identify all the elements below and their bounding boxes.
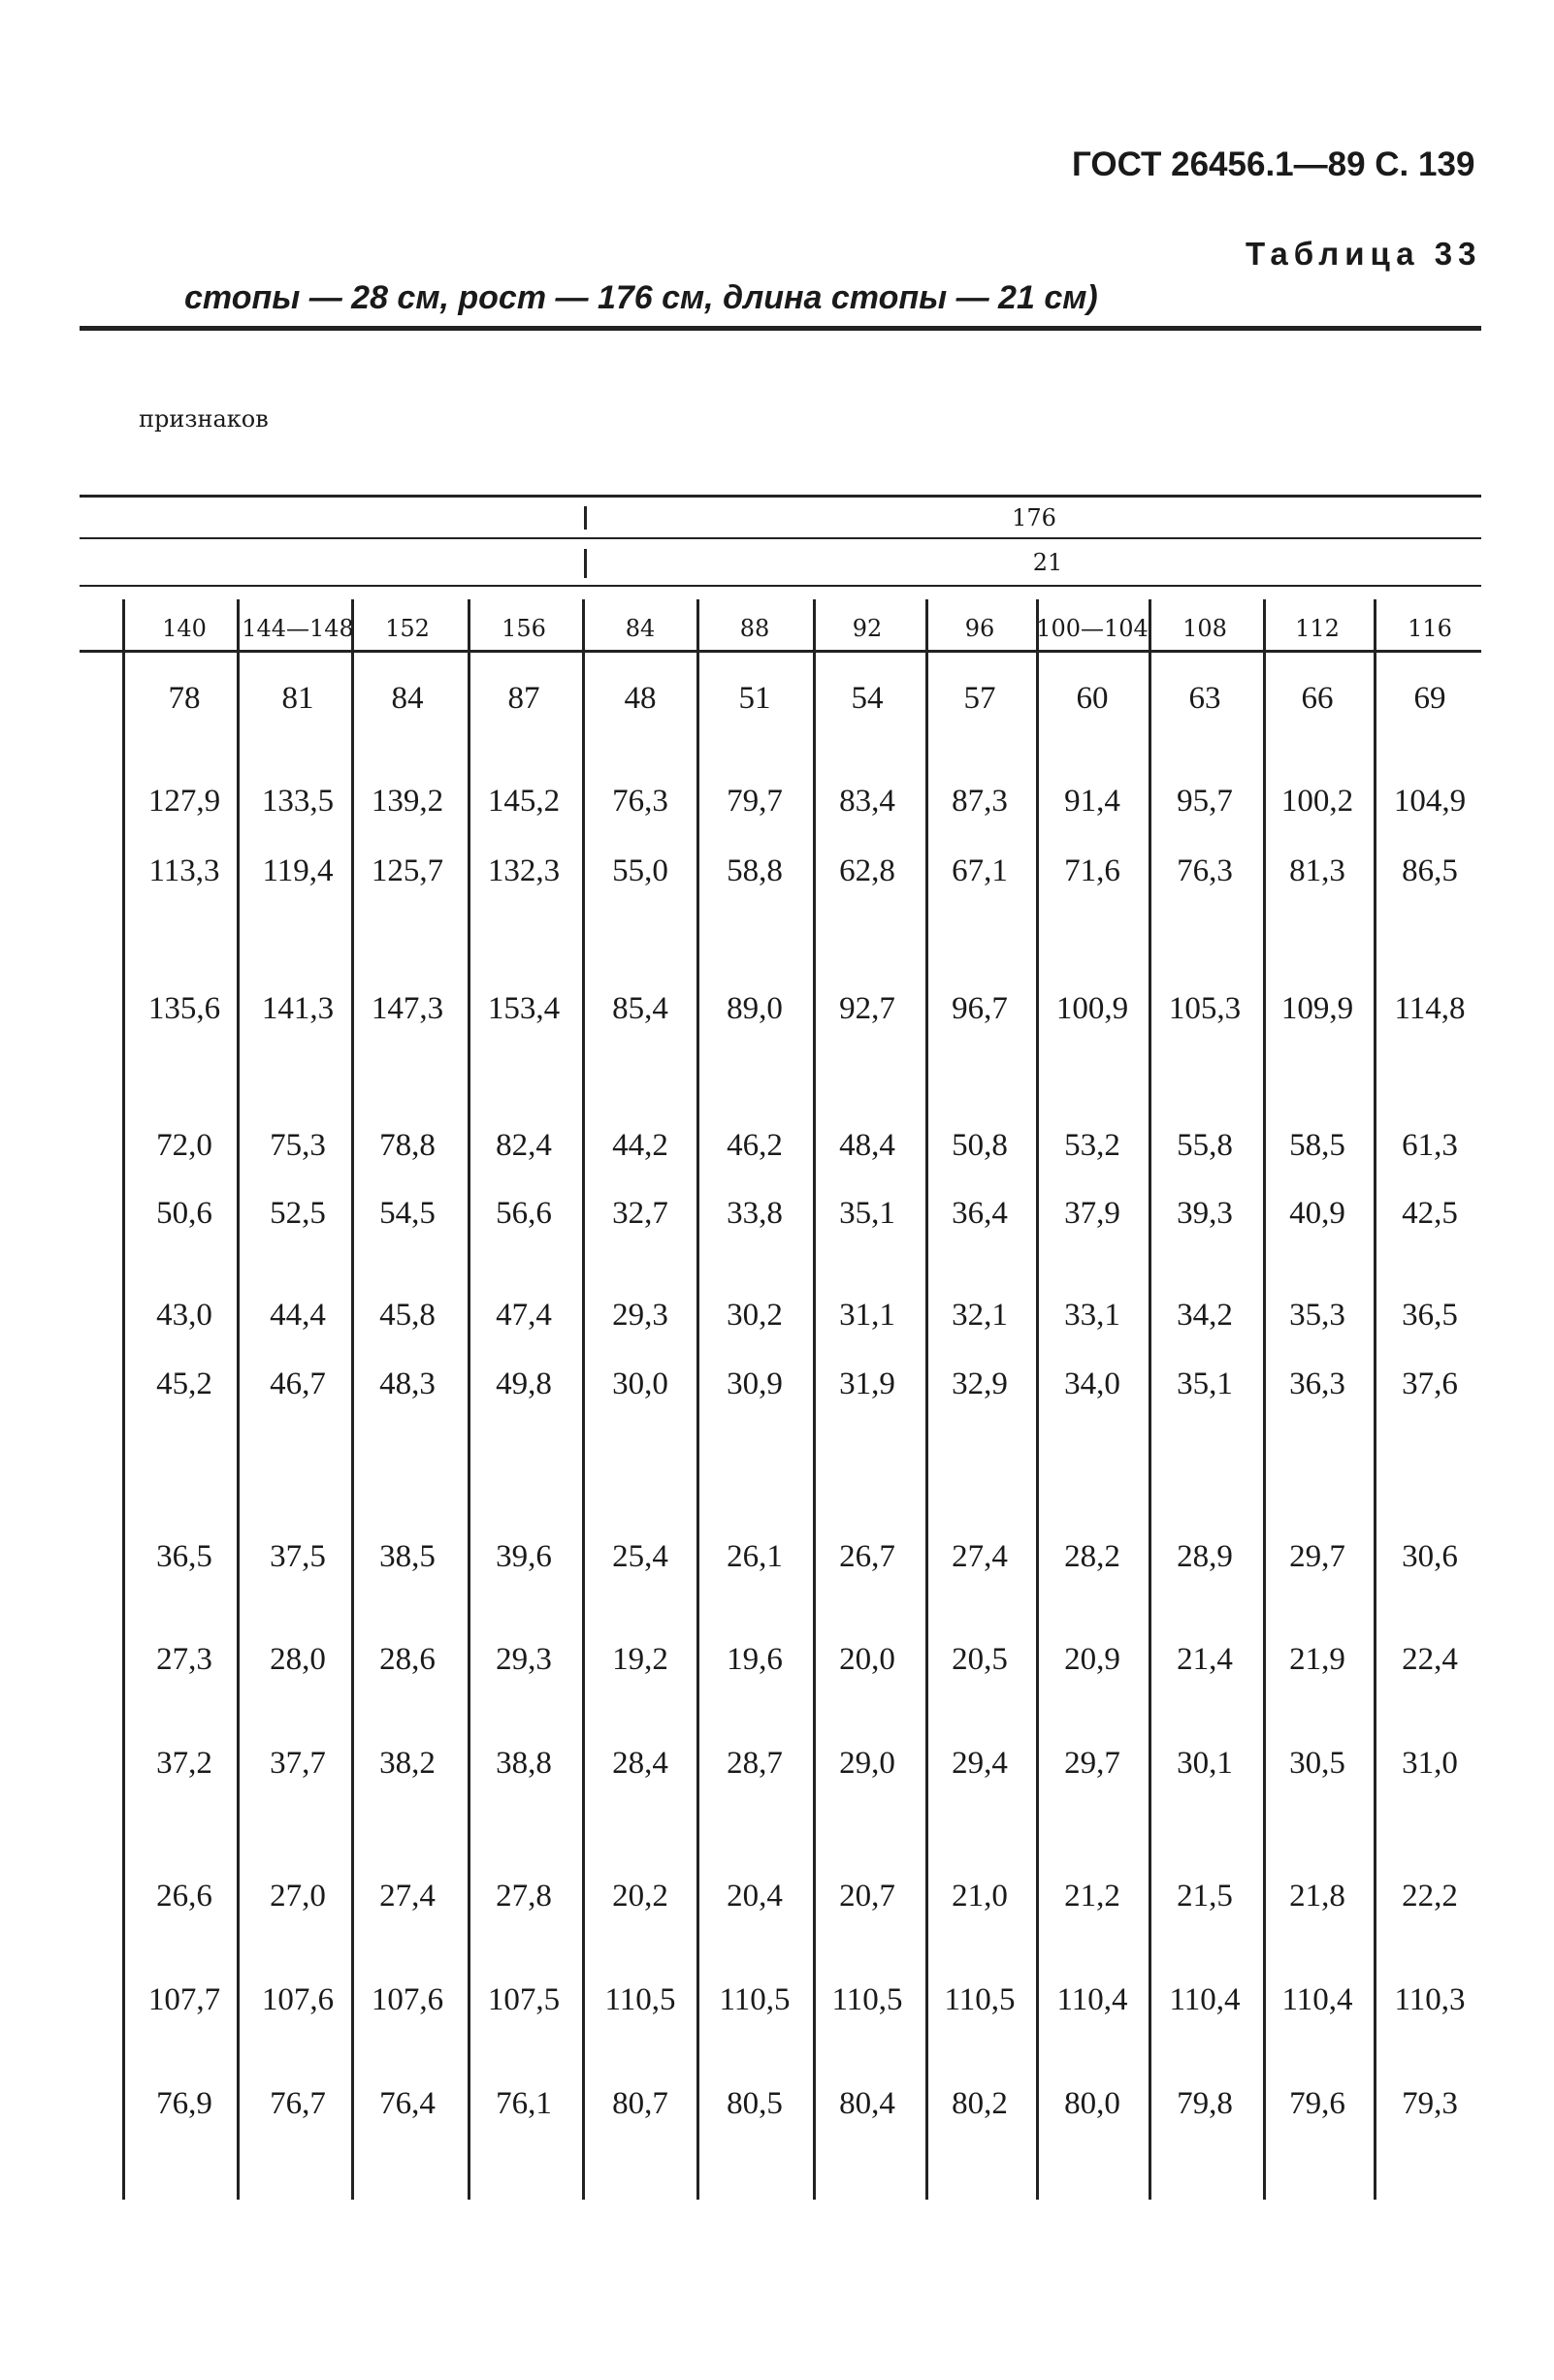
- column-header: 84: [625, 615, 656, 642]
- table-cell: 78,8: [379, 1128, 436, 1163]
- table-cell: 81,3: [1289, 853, 1345, 888]
- table-cell: 109,9: [1280, 991, 1354, 1026]
- table-cell: 105,3: [1168, 991, 1242, 1026]
- table-cell: 29,7: [1289, 1539, 1345, 1574]
- table-cell: 72,0: [156, 1128, 212, 1163]
- table-cell: 21,8: [1289, 1879, 1345, 1914]
- table-cell: 110,3: [1394, 1982, 1466, 2017]
- column-header: 108: [1182, 615, 1227, 642]
- table-cell: 51: [738, 681, 771, 716]
- table-cell: 27,3: [156, 1642, 212, 1677]
- table-cell: 95,7: [1177, 784, 1233, 819]
- table-cell: 127,9: [147, 784, 221, 819]
- table-cell: 107,5: [487, 1982, 561, 2017]
- table-cell: 80,0: [1064, 2086, 1120, 2121]
- table-cell: 57: [963, 681, 996, 716]
- table-cell: 76,3: [612, 784, 668, 819]
- table-cell: 83,4: [839, 784, 895, 819]
- table-cell: 96,7: [952, 991, 1008, 1026]
- table-cell: 100,9: [1055, 991, 1129, 1026]
- column-header: 152: [385, 615, 430, 642]
- table-cell: 27,4: [952, 1539, 1008, 1574]
- table-cell: 133,5: [261, 784, 335, 819]
- table-cell: 28,9: [1177, 1539, 1233, 1574]
- table-cell: 31,1: [839, 1298, 895, 1333]
- table-cell: 107,6: [371, 1982, 444, 2017]
- table-cell: 37,9: [1064, 1196, 1120, 1231]
- table-cell: 37,2: [156, 1746, 212, 1781]
- table-cell: 110,5: [604, 1982, 676, 2017]
- column-header: 140: [162, 615, 207, 642]
- table-cell: 30,1: [1177, 1746, 1233, 1781]
- column-header: 156: [502, 615, 546, 642]
- table-cell: 91,4: [1064, 784, 1120, 819]
- table-cell: 92,7: [839, 991, 895, 1026]
- table-cell: 21,9: [1289, 1642, 1345, 1677]
- column-header: 100—104: [1036, 615, 1149, 642]
- table-cell: 21,0: [952, 1879, 1008, 1914]
- table-cell: 66: [1301, 681, 1334, 716]
- table-cell: 20,0: [839, 1642, 895, 1677]
- table-cell: 110,4: [1056, 1982, 1128, 2017]
- table-cell: 35,1: [1177, 1367, 1233, 1401]
- table-label: Таблица 33: [1246, 236, 1482, 272]
- table-cell: 76,7: [270, 2086, 326, 2121]
- table-subcaption: признаков: [139, 405, 269, 433]
- table-cell: 20,9: [1064, 1642, 1120, 1677]
- table-cell: 78: [168, 681, 201, 716]
- table-cell: 58,8: [727, 853, 783, 888]
- table-cell: 84: [391, 681, 424, 716]
- table-cell: 79,3: [1402, 2086, 1458, 2121]
- table-cell: 39,6: [496, 1539, 552, 1574]
- table-cell: 76,9: [156, 2086, 212, 2121]
- table-cell: 34,2: [1177, 1298, 1233, 1333]
- table-cell: 40,9: [1289, 1196, 1345, 1231]
- column-header: 96: [964, 615, 995, 642]
- table-cell: 26,1: [727, 1539, 783, 1574]
- table-cell: 76,3: [1177, 853, 1233, 888]
- column-divider: [696, 599, 699, 2200]
- table-cell: 50,8: [952, 1128, 1008, 1163]
- table-cell: 69: [1413, 681, 1446, 716]
- column-divider: [582, 599, 585, 2200]
- table-cell: 37,5: [270, 1539, 326, 1574]
- column-divider: [122, 599, 125, 2200]
- column-divider: [1149, 599, 1151, 2200]
- table-cell: 107,6: [261, 1982, 335, 2017]
- table-cell: 33,8: [727, 1196, 783, 1231]
- table-cell: 34,0: [1064, 1367, 1120, 1401]
- table-cell: 110,5: [944, 1982, 1016, 2017]
- table-cell: 22,2: [1402, 1879, 1458, 1914]
- table-cell: 25,4: [612, 1539, 668, 1574]
- table-cell: 37,7: [270, 1746, 326, 1781]
- column-divider: [925, 599, 928, 2200]
- column-divider: [237, 599, 240, 2200]
- table-cell: 21,2: [1064, 1879, 1120, 1914]
- table-cell: 20,5: [952, 1642, 1008, 1677]
- table-cell: 85,4: [612, 991, 668, 1026]
- table-cell: 30,9: [727, 1367, 783, 1401]
- table-cell: 20,2: [612, 1879, 668, 1914]
- table-cell: 110,4: [1169, 1982, 1241, 2017]
- table-cell: 62,8: [839, 853, 895, 888]
- caption-rule: [80, 326, 1481, 331]
- table-cell: 54: [851, 681, 884, 716]
- column-divider: [1374, 599, 1376, 2200]
- table-cell: 79,8: [1177, 2086, 1233, 2121]
- table-cell: 80,2: [952, 2086, 1008, 2121]
- table-cell: 20,4: [727, 1879, 783, 1914]
- table-cell: 27,0: [270, 1879, 326, 1914]
- table-cell: 79,6: [1289, 2086, 1345, 2121]
- table-cell: 119,4: [262, 853, 334, 888]
- table-cell: 81: [281, 681, 314, 716]
- table-cell: 19,6: [727, 1642, 783, 1677]
- table-cell: 139,2: [371, 784, 444, 819]
- column-divider: [813, 599, 816, 2200]
- table-cell: 80,5: [727, 2086, 783, 2121]
- table-cell: 50,6: [156, 1196, 212, 1231]
- table-cell: 45,2: [156, 1367, 212, 1401]
- table-cell: 58,5: [1289, 1128, 1345, 1163]
- table-cell: 28,0: [270, 1642, 326, 1677]
- table-cell: 135,6: [147, 991, 221, 1026]
- table-cell: 38,5: [379, 1539, 436, 1574]
- column-header: 92: [852, 615, 883, 642]
- table-cell: 36,5: [1402, 1298, 1458, 1333]
- table-cell: 29,0: [839, 1746, 895, 1781]
- column-divider: [351, 599, 354, 2200]
- column-divider: [468, 599, 470, 2200]
- column-divider: [1263, 599, 1266, 2200]
- table-cell: 26,7: [839, 1539, 895, 1574]
- column-divider: [1036, 599, 1039, 2200]
- table-cell: 79,7: [727, 784, 783, 819]
- table-cell: 27,8: [496, 1879, 552, 1914]
- table-cell: 87: [507, 681, 540, 716]
- table-cell: 46,7: [270, 1367, 326, 1401]
- table-cell: 38,8: [496, 1746, 552, 1781]
- table-cell: 29,4: [952, 1746, 1008, 1781]
- table-cell: 29,3: [496, 1642, 552, 1677]
- table-cell: 107,7: [147, 1982, 221, 2017]
- table-cell: 36,3: [1289, 1367, 1345, 1401]
- table-cell: 80,4: [839, 2086, 895, 2121]
- table-cell: 89,0: [727, 991, 783, 1026]
- table-cell: 110,4: [1281, 1982, 1353, 2017]
- table-cell: 76,1: [496, 2086, 552, 2121]
- table-cell: 32,1: [952, 1298, 1008, 1333]
- table-cell: 21,5: [1177, 1879, 1233, 1914]
- table-caption: стопы — 28 см, рост — 176 см, длина стопы — 21 см): [184, 279, 1098, 316]
- table-cell: 42,5: [1402, 1196, 1458, 1231]
- table-cell: 87,3: [952, 784, 1008, 819]
- table-cell: 63: [1188, 681, 1221, 716]
- table-cell: 80,7: [612, 2086, 668, 2121]
- table-cell: 47,4: [496, 1298, 552, 1333]
- table-cell: 28,4: [612, 1746, 668, 1781]
- table-cell: 67,1: [952, 853, 1008, 888]
- table-cell: 145,2: [487, 784, 561, 819]
- table-cell: 29,7: [1064, 1746, 1120, 1781]
- table-cell: 48,3: [379, 1367, 436, 1401]
- table-cell: 43,0: [156, 1298, 212, 1333]
- table-cell: 35,3: [1289, 1298, 1345, 1333]
- table-cell: 113,3: [148, 853, 220, 888]
- table-cell: 104,9: [1393, 784, 1467, 819]
- table-cell: 71,6: [1064, 853, 1120, 888]
- height-value: 176: [1012, 504, 1056, 531]
- standard-page-header: ГОСТ 26456.1—89 С. 139: [1072, 145, 1475, 183]
- table-cell: 76,4: [379, 2086, 436, 2121]
- table-cell: 75,3: [270, 1128, 326, 1163]
- table-cell: 132,3: [487, 853, 561, 888]
- table-cell: 100,2: [1280, 784, 1354, 819]
- column-header: 116: [1408, 615, 1452, 642]
- table-cell: 22,4: [1402, 1642, 1458, 1677]
- table-cell: 52,5: [270, 1196, 326, 1231]
- table-cell: 30,6: [1402, 1539, 1458, 1574]
- table-cell: 44,4: [270, 1298, 326, 1333]
- table-cell: 54,5: [379, 1196, 436, 1231]
- table-cell: 125,7: [371, 853, 444, 888]
- table-cell: 30,2: [727, 1298, 783, 1333]
- table-cell: 55,0: [612, 853, 668, 888]
- foot-length-value: 21: [1032, 549, 1063, 576]
- table-cell: 31,0: [1402, 1746, 1458, 1781]
- table-cell: 114,8: [1394, 991, 1466, 1026]
- table-cell: 19,2: [612, 1642, 668, 1677]
- table-cell: 20,7: [839, 1879, 895, 1914]
- table-cell: 36,5: [156, 1539, 212, 1574]
- table-cell: 48,4: [839, 1128, 895, 1163]
- table-cell: 110,5: [719, 1982, 791, 2017]
- table-rule-header: [80, 650, 1481, 653]
- table-cell: 153,4: [487, 991, 561, 1026]
- table-cell: 28,6: [379, 1642, 436, 1677]
- table-cell: 45,8: [379, 1298, 436, 1333]
- table-cell: 39,3: [1177, 1196, 1233, 1231]
- table-cell: 32,7: [612, 1196, 668, 1231]
- column-header: 144—148: [242, 615, 354, 642]
- table-cell: 33,1: [1064, 1298, 1120, 1333]
- table-cell: 27,4: [379, 1879, 436, 1914]
- table-cell: 30,0: [612, 1367, 668, 1401]
- table-cell: 28,7: [727, 1746, 783, 1781]
- table-cell: 49,8: [496, 1367, 552, 1401]
- table-cell: 56,6: [496, 1196, 552, 1231]
- column-header: 112: [1295, 615, 1340, 642]
- table-rule-2: [80, 537, 1481, 539]
- table-cell: 82,4: [496, 1128, 552, 1163]
- table-cell: 37,6: [1402, 1367, 1458, 1401]
- table-cell: 86,5: [1402, 853, 1458, 888]
- table-cell: 36,4: [952, 1196, 1008, 1231]
- table-cell: 35,1: [839, 1196, 895, 1231]
- table-rule-top: [80, 495, 1481, 498]
- table-cell: 26,6: [156, 1879, 212, 1914]
- header-divider-1: [584, 506, 587, 530]
- table-cell: 44,2: [612, 1128, 668, 1163]
- table-rule-3: [80, 585, 1481, 587]
- table-cell: 28,2: [1064, 1539, 1120, 1574]
- header-divider-2: [584, 549, 587, 578]
- table-cell: 31,9: [839, 1367, 895, 1401]
- table-cell: 53,2: [1064, 1128, 1120, 1163]
- table-cell: 46,2: [727, 1128, 783, 1163]
- table-cell: 61,3: [1402, 1128, 1458, 1163]
- table-cell: 55,8: [1177, 1128, 1233, 1163]
- table-cell: 32,9: [952, 1367, 1008, 1401]
- column-header: 88: [739, 615, 770, 642]
- table-cell: 141,3: [261, 991, 335, 1026]
- table-cell: 110,5: [831, 1982, 903, 2017]
- table-cell: 147,3: [371, 991, 444, 1026]
- table-cell: 38,2: [379, 1746, 436, 1781]
- table-cell: 30,5: [1289, 1746, 1345, 1781]
- table-cell: 29,3: [612, 1298, 668, 1333]
- table-cell: 48: [624, 681, 657, 716]
- table-cell: 21,4: [1177, 1642, 1233, 1677]
- table-cell: 60: [1076, 681, 1109, 716]
